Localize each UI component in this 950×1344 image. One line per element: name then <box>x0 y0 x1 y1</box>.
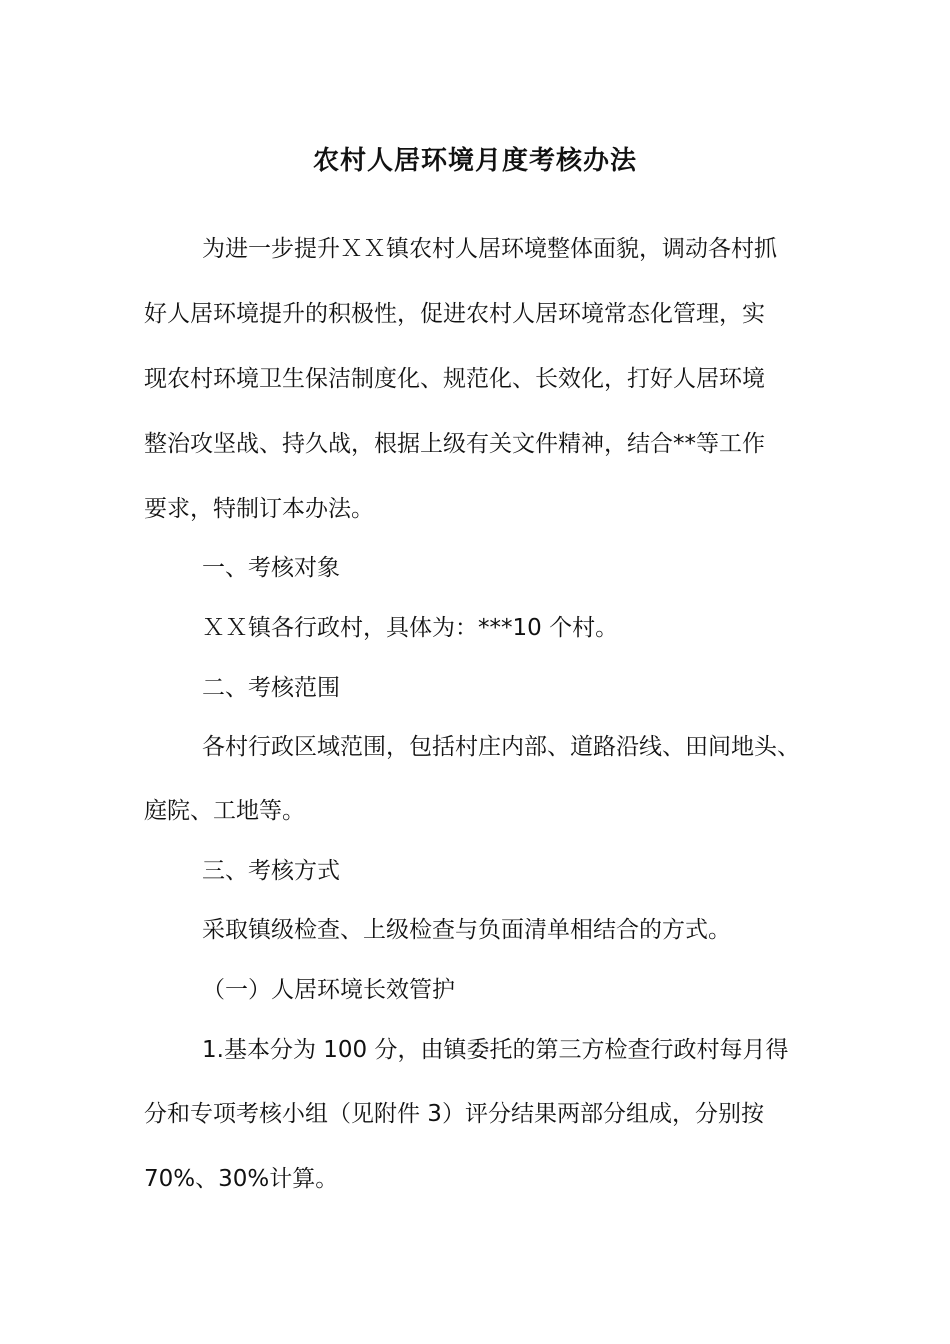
paragraph-line: 庭院、工地等。 <box>144 798 305 824</box>
section-heading: 二、考核范围 <box>202 675 340 701</box>
paragraph-line: 整治攻坚战、持久战，根据上级有关文件精神，结合**等工作 <box>144 431 765 457</box>
paragraph-line: 各村行政区域范围，包括村庄内部、道路沿线、田间地头、 <box>202 734 800 760</box>
paragraph-line: 70%、30%计算。 <box>144 1166 339 1192</box>
paragraph-line: 为进一步提升ＸＸ镇农村人居环境整体面貌，调动各村抓 <box>202 236 777 262</box>
subsection-heading: （一）人居环境长效管护 <box>202 977 455 1003</box>
paragraph-line: 分和专项考核小组（见附件 3）评分结果两部分组成，分别按 <box>144 1101 764 1127</box>
paragraph-line: 要求，特制订本办法。 <box>144 496 374 522</box>
paragraph-line: 采取镇级检查、上级检查与负面清单相结合的方式。 <box>202 917 731 943</box>
paragraph-line: 好人居环境提升的积极性，促进农村人居环境常态化管理，实 <box>144 301 765 327</box>
document-title: 农村人居环境月度考核办法 <box>312 146 637 176</box>
paragraph-line: ＸＸ镇各行政村，具体为：***10 个村。 <box>202 615 619 641</box>
paragraph-line: 现农村环境卫生保洁制度化、规范化、长效化，打好人居环境 <box>144 366 765 392</box>
paragraph-line: 1.基本分为 100 分，由镇委托的第三方检查行政村每月得 <box>202 1037 789 1063</box>
section-heading: 三、考核方式 <box>202 858 340 884</box>
section-heading: 一、考核对象 <box>202 555 340 581</box>
